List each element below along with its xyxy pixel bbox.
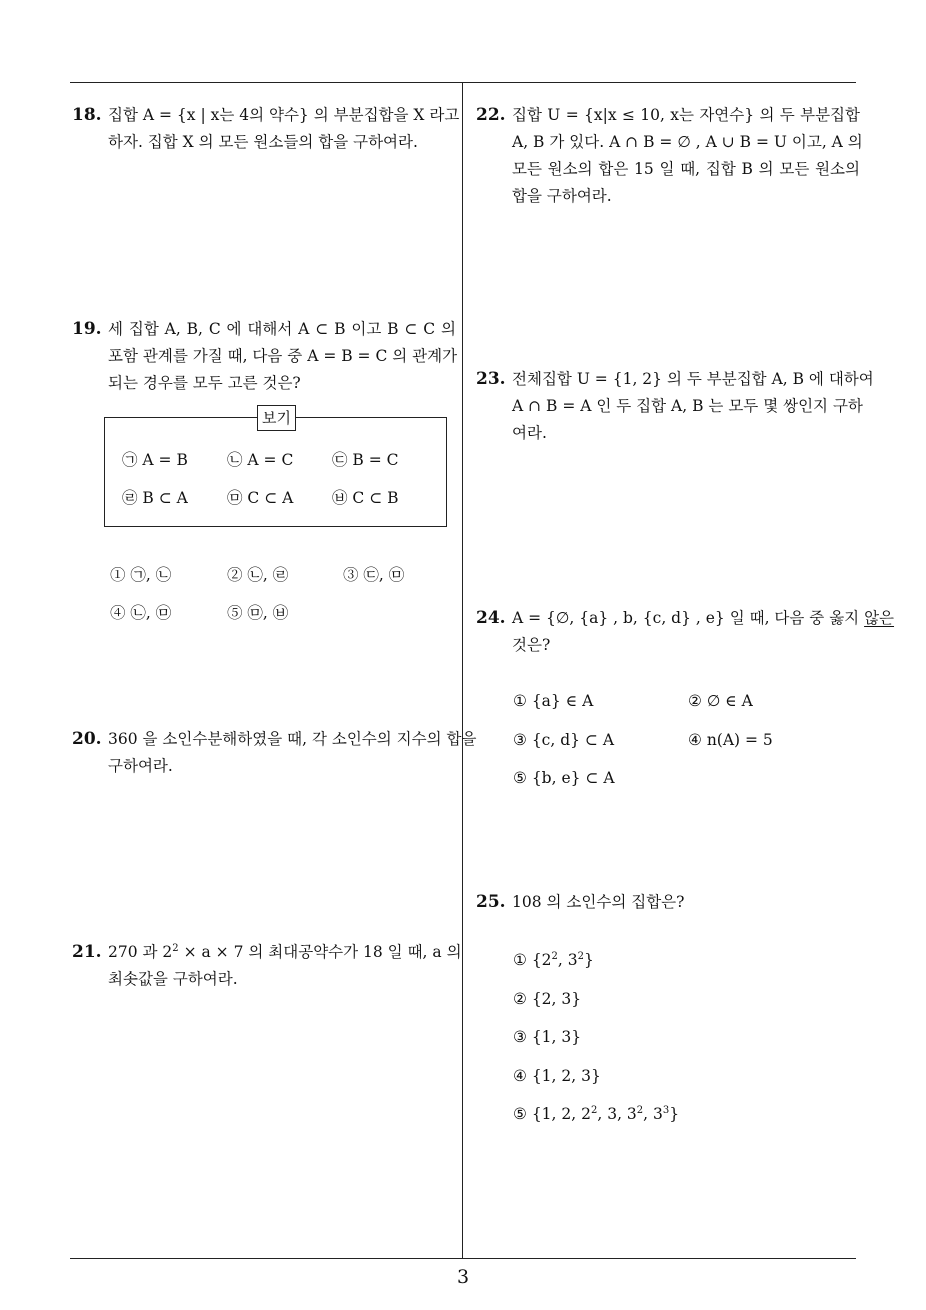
- question-text-line: 세 집합 A, B, C 에 대해서 A ⊂ B 이고 B ⊂ C 의: [108, 320, 456, 338]
- question-text-line: A, B 가 있다. A ∩ B = ∅ , A ∪ B = U 이고, A 의: [512, 133, 863, 151]
- question-text-line: 360 을 소인수분해하였을 때, 각 소인수의 지수의 합을: [108, 730, 477, 748]
- answer-choice-4[interactable]: ④ ㉡, ㉤: [110, 604, 172, 622]
- question-text-line: 하자. 집합 X 의 모든 원소들의 합을 구하여라.: [108, 133, 418, 151]
- question-text-line: 포함 관계를 가질 때, 다음 중 A = B = C 의 관계가: [108, 347, 458, 365]
- text-segment: × a × 7 의 최대공약수가 18 일 때, a 의: [178, 943, 462, 961]
- answer-choice-3[interactable]: ③ {1, 3}: [513, 1028, 582, 1046]
- question-number: 20.: [72, 729, 102, 749]
- bottom-rule: [70, 1258, 856, 1259]
- question-number: 19.: [72, 319, 102, 339]
- question-text-line: 구하여라.: [108, 757, 173, 775]
- superscript: 2: [577, 950, 585, 962]
- question-text-line: 최솟값을 구하여라.: [108, 970, 238, 988]
- answer-choice-3[interactable]: ③ {c, d} ⊂ A: [513, 731, 615, 749]
- superscript: 2: [172, 942, 179, 954]
- question-text-line: [108, 939, 462, 966]
- text-segment: }: [669, 1105, 680, 1123]
- text-segment: ⑤ {1, 2, 2: [513, 1105, 591, 1123]
- question-text-line: A ∩ B = A 인 두 집합 A, B 는 모두 몇 쌍인지 구하: [512, 397, 863, 415]
- question-number: 23.: [476, 369, 506, 389]
- page-number: 3: [456, 1266, 470, 1288]
- question-number: 24.: [476, 608, 506, 628]
- text-segment: 270 과 2: [108, 943, 173, 961]
- question-text-line: 집합 A = {x | x는 4의 약수} 의 부분집합을 X 라고: [108, 106, 460, 124]
- example-item: ㉠ A = B: [122, 451, 188, 469]
- answer-choice-1[interactable]: [513, 947, 594, 974]
- example-item: ㉣ B ⊂ A: [122, 489, 188, 507]
- superscript: 2: [636, 1104, 644, 1116]
- text-segment: }: [584, 951, 594, 969]
- question-text-line: 여라.: [512, 424, 547, 442]
- answer-choice-3[interactable]: ③ ㉢, ㉤: [343, 566, 405, 584]
- answer-choice-4[interactable]: ④ {1, 2, 3}: [513, 1067, 601, 1085]
- question-text-line: [512, 605, 895, 632]
- text-segment: A = {∅, {a} , b, {c, d} , e} 일 때, 다음 중 옳지: [512, 609, 865, 627]
- example-item: ㉡ A = C: [227, 451, 294, 469]
- answer-choice-2[interactable]: ② {2, 3}: [513, 990, 582, 1008]
- question-text-line: 전체집합 U = {1, 2} 의 두 부분집합 A, B 에 대하여: [512, 370, 874, 388]
- example-item: ㉤ C ⊂ A: [227, 489, 294, 507]
- underlined-text: 않은: [864, 609, 895, 627]
- question-number: 21.: [72, 942, 102, 962]
- example-box-label: 보기: [257, 405, 296, 431]
- answer-choice-2[interactable]: ② ∅ ∈ A: [688, 692, 753, 710]
- answer-choice-5[interactable]: ⑤ ㉤, ㉥: [227, 604, 289, 622]
- answer-choice-4[interactable]: ④ n(A) = 5: [688, 731, 773, 749]
- question-text-line: 집합 U = {x|x ≤ 10, x는 자연수} 의 두 부분집합: [512, 106, 860, 124]
- question-number: 25.: [476, 892, 506, 912]
- answer-choice-1[interactable]: ① ㉠, ㉡: [110, 566, 172, 584]
- column-divider: [462, 82, 463, 1259]
- question-number: 18.: [72, 105, 102, 125]
- question-text-line: 모든 원소의 합은 15 일 때, 집합 B 의 모든 원소의: [512, 160, 860, 178]
- example-item: ㉥ C ⊂ B: [332, 489, 399, 507]
- question-number: 22.: [476, 105, 506, 125]
- superscript: 2: [551, 950, 558, 962]
- question-text-line: 것은?: [512, 636, 551, 654]
- answer-choice-5[interactable]: [513, 1101, 679, 1128]
- superscript: 3: [662, 1104, 670, 1116]
- text-segment: , 3: [557, 951, 578, 969]
- question-text-line: 108 의 소인수의 집합은?: [512, 893, 685, 911]
- text-segment: , 3: [643, 1105, 663, 1123]
- top-rule: [70, 82, 856, 83]
- answer-choice-5[interactable]: ⑤ {b, e} ⊂ A: [513, 769, 615, 787]
- example-item: ㉢ B = C: [332, 451, 399, 469]
- question-text-line: 합을 구하여라.: [512, 187, 612, 205]
- answer-choice-2[interactable]: ② ㉡, ㉣: [227, 566, 289, 584]
- question-text-line: 되는 경우를 모두 고른 것은?: [108, 374, 301, 392]
- answer-choice-1[interactable]: ① {a} ∈ A: [513, 692, 594, 710]
- text-segment: ① {2: [513, 951, 552, 969]
- text-segment: , 3, 3: [597, 1105, 637, 1123]
- superscript: 2: [590, 1104, 598, 1116]
